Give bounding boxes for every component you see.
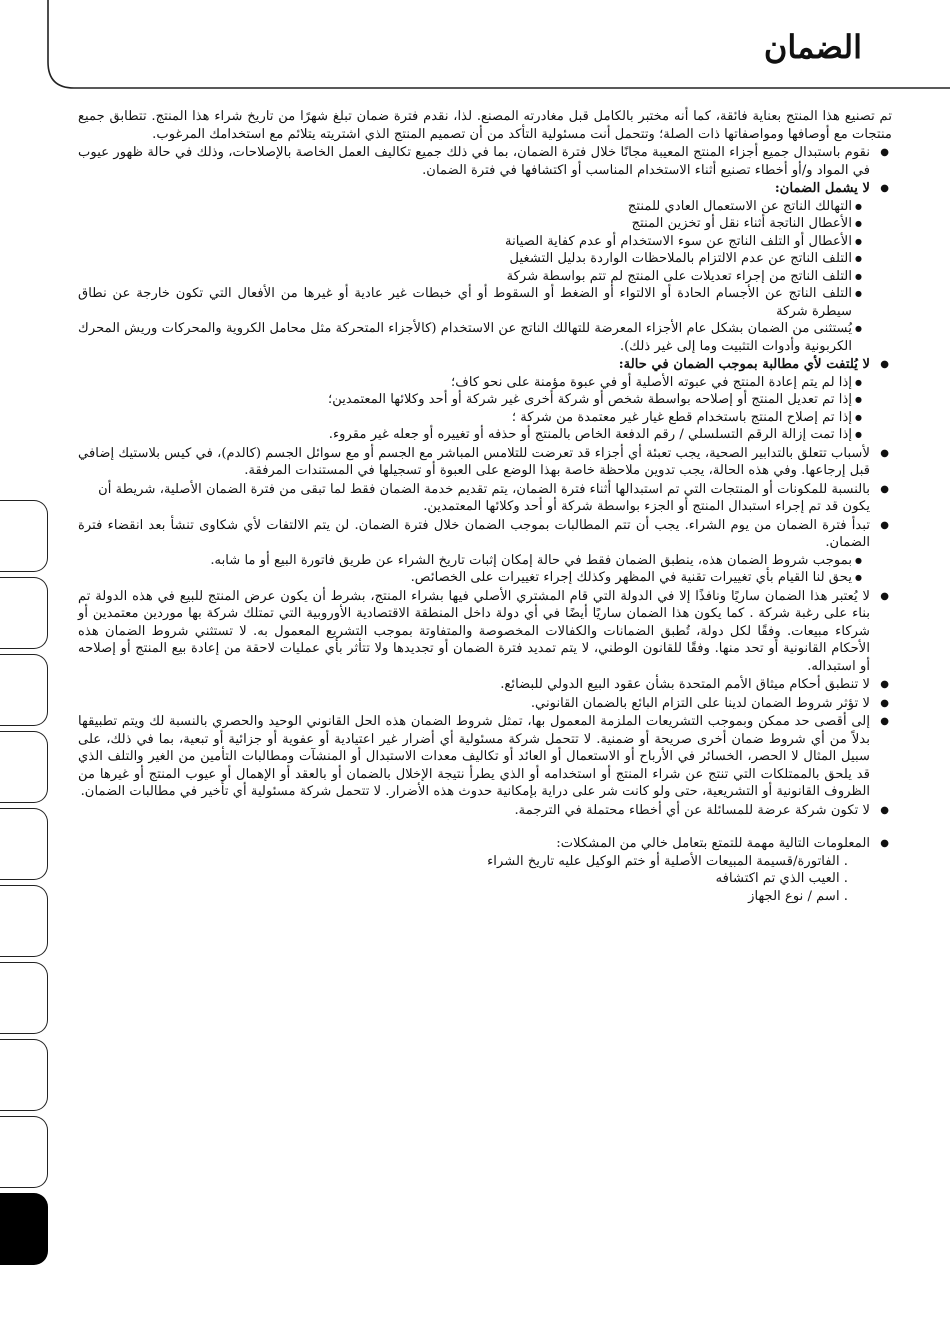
info-text: ● المعلومات التالية مهمة للتمتع بتعامل خالي من المشكلات:	[556, 836, 870, 851]
info-list	[78, 853, 870, 906]
side-tab[interactable]	[0, 962, 48, 1034]
side-tab-active[interactable]	[0, 1193, 48, 1265]
list-item: ● يُستثنى من الضمان بشكل عام الأجزاء المعرضة للتهالك الناتج عن الاستخدام (كالأجزاء المتحركة مثل محامل الكروية والمحركات وريش المحرك الكربونية وأدوات التثبيت وما إلى غير ذلك).	[78, 320, 862, 355]
warranty-list	[78, 144, 892, 905]
start-list	[78, 552, 870, 587]
bullet-limitation: ● إلى أقصى حد ممكن وبموجب التشريعات الملزمة المعمول بها، تمثل شروط الضمان هذه الحل القانوني الوحيد والحصري بالنسبة لك ويتم تطبيقها بدلاً من أي شروط ضمان أخرى صريحة أو ضمنية. لا تتحمل شركة مسئولية أي أضرار غير اعتيادية أو عفوية أو جزائية أو تبعية، بما في ذلك، على سبيل المثال لا الحصر، الخسائر في الأرباح أو الاستعمال أو العائد أو تكاليف معدات الاستبدال أو المنشآت ومطالبات التأمين من الغير والتلف الذي قد يلحق بالممتلكات التي تنتج عن شراء المنتج أو استخدامه أو الذي يطرأ نتيجة الإخلال بالضمان أو بالعقد أو الإهمال أو عيوب المنتج أو غيرها من الظروف القانونية أو التشريعية، حتى ولو كانت شر على دراية بإمكانية حدوث هذه الأضرار. لا تتحمل شركة مسئولية أي تأخير في مطالبات الضمان.	[78, 713, 892, 801]
side-tab[interactable]	[0, 731, 48, 803]
list-item: ● يحق لنا القيام بأي تغييرات تقنية في المظهر وكذلك إجراء تغييرات على الخصائص.	[78, 569, 862, 587]
bullet-start	[78, 517, 892, 587]
bullet-info	[78, 835, 892, 905]
side-tab[interactable]	[0, 500, 48, 572]
list-item: ● إذا لم يتم إعادة المنتج في عبوته الأصلية أو في عبوة مؤمنة على نحو كاف؛	[78, 374, 862, 392]
list-item: ● إذا تم إصلاح المنتج باستخدام قطع غيار غير معتمدة من شركة ؛	[78, 409, 862, 427]
bullet-translation: ● لا تكون شركة عرضة للمسائلة عن أي أخطاء محتملة في الترجمة.	[78, 802, 892, 820]
not-covered-list	[78, 198, 870, 356]
side-tab[interactable]	[0, 885, 48, 957]
void-heading: لا يُلتفت لأي مطالبة بموجب الضمان في حالة	[623, 357, 870, 372]
side-tab[interactable]	[0, 654, 48, 726]
bullet-replacement: ● نقوم باستبدال جميع أجزاء المنتج المعيبة مجانًا خلال فترة الضمان، بما في ذلك جميع تكاليف العمل الخاصة بالإصلاحات، وذلك في حالة ظهور عيوب في المواد و/أو أخطاء تصنيع أثناء الاستخدام المناسب أو اكتشافها في فترة الضمان.	[78, 144, 892, 179]
bullet-validity: ● لا يُعتبر هذا الضمان ساريًا ونافذًا إلا في الدولة التي قام المشتري الأصلي فيها بشراء المنتج، بشرط أن يكون عرض المنتج للبيع في هذه الدولة تم بناء على رغبة شركة . كما يكون هذا الضمان ساريًا أيضًا في أي دولة داخل المنطقة الاقتصادية الأوروبية التي تمتلك شركة بها موردين معتمدين أو شركاء مبيعات. وفقًا لكل دولة، تُطبق الضمانات والكفالات المخصوصة والمتفاوتة بموجب التشريع المعمول به. لا تستثني شروط الضمان هذه الأحكام القانونية أو تحد منها. وفقًا للقانون الوطني، لا يتم تمديد فترة الضمان أو تجديدها ولا تتأثر بأي عمليات لاحقة من إعادة بيع المنتج أو إصلاحه أو استبداله.	[78, 588, 892, 676]
bullet-not-covered: ● لا يشمل الضمان: ● التهالك الناتج عن الاستعمال العادي للمنتج ● الأعطال الناتجة أثناء نقل أو تخزين المنتج ● الأعطال أو التلف الناتج عن سوء الاستخدام أو عدم كفاية الصيانة ● التلف الناتج عن عدم الالتزام بالملاحظات الواردة بدليل التشغيل ● التلف الناتج من إجراء تعديلات على المنتج لم تتم بواسطة شركة ● التلف الناتج عن الأجسام الحادة أو الالتواء أو الضغط أو السقوط أو أي خبطات غير عادية أو غيرها من الأفعال التي تكون خارجة عن نطاق سيطرة شركة ● يُستثنى من الضمان بشكل عام الأجزاء المعرضة للتهالك الناتج عن الاستخدام (كالأجزاء المتحركة مثل محامل الكروية والمحركات وريش المحرك الكربونية وأدوات التثبيت وما إلى غير ذلك).	[78, 180, 892, 355]
list-item: ● التلف الناتج من إجراء تعديلات على المنتج لم تتم بواسطة شركة	[78, 268, 862, 286]
warranty-body	[78, 108, 892, 906]
start-text: ● تبدأ فترة الضمان من يوم الشراء. يجب أن تتم المطالبات بموجب الضمان خلال فترة الضمان. لن يتم الالتفات لأي شكاوى تنشأ بعد انقضاء فترة الضمان.	[78, 517, 870, 550]
void-list	[78, 374, 870, 444]
list-item: ● التلف الناتج عن الأجسام الحادة أو الالتواء أو الضغط أو السقوط أو أي خبطات غير عادية أو غيرها من الأفعال التي تكون خارجة عن نطاق سيطرة شركة	[78, 285, 862, 320]
list-item: ● الأعطال الناتجة أثناء نقل أو تخزين المنتج	[78, 215, 862, 233]
list-item: . اسم / نوع الجهاز	[748, 888, 848, 904]
list-item: ● إذا تمت إزالة الرقم التسلسلي / رقم الدفعة الخاص بالمنتج أو حذفه أو تغييره أو جعله غير مقروء.	[78, 426, 862, 444]
bullet-replace	[78, 481, 892, 516]
bullet-un: ● لا تنطبق أحكام ميثاق الأمم المتحدة بشأن عقود البيع الدولي للبضائع.	[78, 676, 892, 694]
list-item: ● بموجب شروط الضمان هذه، ينطبق الضمان فقط في حالة إمكان إثبات تاريخ الشراء عن طريق فاتورة البيع أو ما شابه.	[78, 552, 862, 570]
not-covered-heading: لا يشمل الضمان	[779, 181, 870, 196]
replace-text-2: يكون قد تم إجراء استبدال المنتج أو الجزء بواسطة شركة أو أحد وكلائها المعتمدين.	[423, 499, 870, 514]
list-item: ● الأعطال أو التلف الناتج عن سوء الاستخدام أو عدم كفاية الصيانة	[78, 233, 862, 251]
page-title: الضمان	[763, 28, 862, 66]
replace-text: ● بالنسبة للمكونات أو المنتجات التي تم استبدالها أثناء فترة الضمان، يتم تقديم خدمة الضمان فقط لما تبقى من فترة الضمان الأصلية، شريطة أن	[98, 481, 870, 497]
bullet-void: ● لا يُلتفت لأي مطالبة بموجب الضمان في حالة: ● إذا لم يتم إعادة المنتج في عبوته الأصلية أو في عبوة مؤمنة على نحو كاف؛ ● إذا تم تعديل المنتج أو إصلاحه بواسطة شخص أو شركة أخرى غير شركة أو أحد وكلائها المعتمدين؛ ● إذا تم إصلاح المنتج باستخدام قطع غيار غير معتمدة من شركة ؛ ● إذا تمت إزالة الرقم التسلسلي / رقم الدفعة الخاص بالمنتج أو حذفه أو تغييره أو جعله غير مقروء.	[78, 356, 892, 444]
side-tab[interactable]	[0, 1116, 48, 1188]
intro-paragraph: تم تصنيع هذا المنتج بعناية فائقة، كما أنه مختبر بالكامل قبل مغادرته المصنع. لذا، نقدم فترة ضمان تبلغ شهرًا من تاريخ شراء هذا المنتج. تتطابق جميع منتجات مع أوصافها ومواصفاتها ذات الصلة؛ وتتحمل أنت مسئولية التأكد من أن تصميم المنتج الذي اشتريته يتلائم مع استخدامك المرغوب.	[78, 109, 892, 142]
side-tab[interactable]	[0, 808, 48, 880]
list-item: . الفاتورة/قسيمة المبيعات الأصلية أو ختم الوكيل عليه تاريخ الشراء	[487, 853, 848, 869]
bullet-health: ● لأسباب تتعلق بالتدابير الصحية، يجب تعبئة أي أجزاء قد تعرضت للتلامس المباشر مع الجسم أو مع سوائل الجسم (كالدم)، في كيس بلاستيك إضافي قبل إرجاعها. وفي هذه الحالة، يجب تدوين ملاحظة خاصة بهذا الوضع على العبوة أو تسجيلها في المستندات المرفقة.	[78, 445, 892, 480]
list-item: ● التهالك الناتج عن الاستعمال العادي للمنتج	[78, 198, 862, 216]
side-tab[interactable]	[0, 577, 48, 649]
bullet-legal: ● لا تؤثر شروط الضمان لدينا على التزام البائع بالضمان القانوني.	[78, 695, 892, 713]
list-item: . العيب الذي تم اكتشافه	[715, 871, 848, 886]
list-item: ● إذا تم تعديل المنتج أو إصلاحه بواسطة شخص أو شركة أخرى غير شركة أو أحد وكلائها المعتمدين؛	[78, 391, 862, 409]
side-tab[interactable]	[0, 1039, 48, 1111]
list-item: ● التلف الناتج عن عدم الالتزام بالملاحظات الواردة بدليل التشغيل	[78, 250, 862, 268]
